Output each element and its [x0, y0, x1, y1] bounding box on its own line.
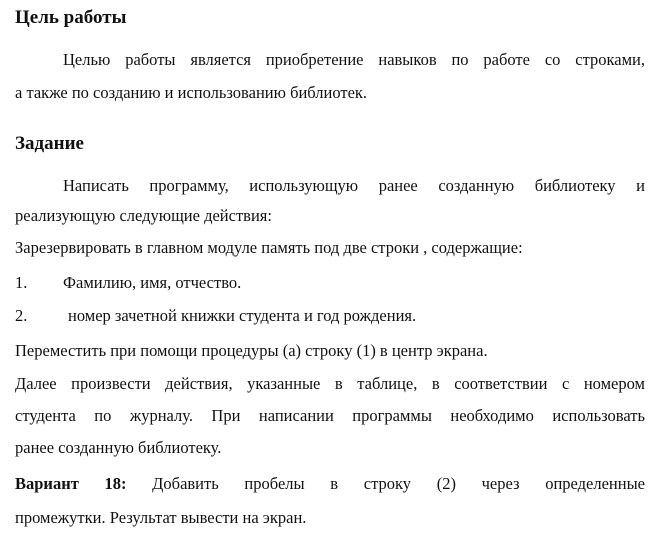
variant-line-1 [15, 474, 645, 494]
variant-text: Добавить пробелы в строку (2) через определенные [152, 474, 645, 493]
task-para-line-2: реализующую следующие действия: [15, 206, 272, 225]
goal-text-line-1: Целью работы является приобретение навыков по работе со строками, [63, 50, 645, 69]
reserve-line: Зарезервировать в главном модуле память под две строки , содержащие: [15, 238, 523, 257]
variant-line-2: промежутки. Результат вывести на экран. [15, 508, 307, 527]
move-line: Переместить при помощи процедуры (а) строку (1) в центр экрана. [15, 341, 488, 360]
variant-label: Вариант 18: [15, 474, 127, 493]
goal-text-line-2: а также по созданию и использованию библиотек. [15, 83, 368, 102]
goal-heading: Цель работы [15, 7, 127, 28]
further-line-3: ранее созданную библиотеку. [15, 438, 222, 457]
list-item-text: Фамилию, имя, отчество. [63, 273, 242, 292]
list-item-number: 1. [15, 273, 28, 292]
list-item-number: 2. [15, 306, 28, 325]
list-item-text: номер зачетной книжки студента и год рождения. [68, 306, 417, 325]
further-line-1: Далее произвести действия, указанные в таблице, в соответствии с номером [15, 374, 645, 393]
task-heading: Задание [15, 133, 84, 154]
task-para-line-1: Написать программу, использующую ранее созданную библиотеку и [63, 176, 645, 195]
further-line-2: студента по журналу. При написании программы необходимо использовать [15, 406, 645, 425]
